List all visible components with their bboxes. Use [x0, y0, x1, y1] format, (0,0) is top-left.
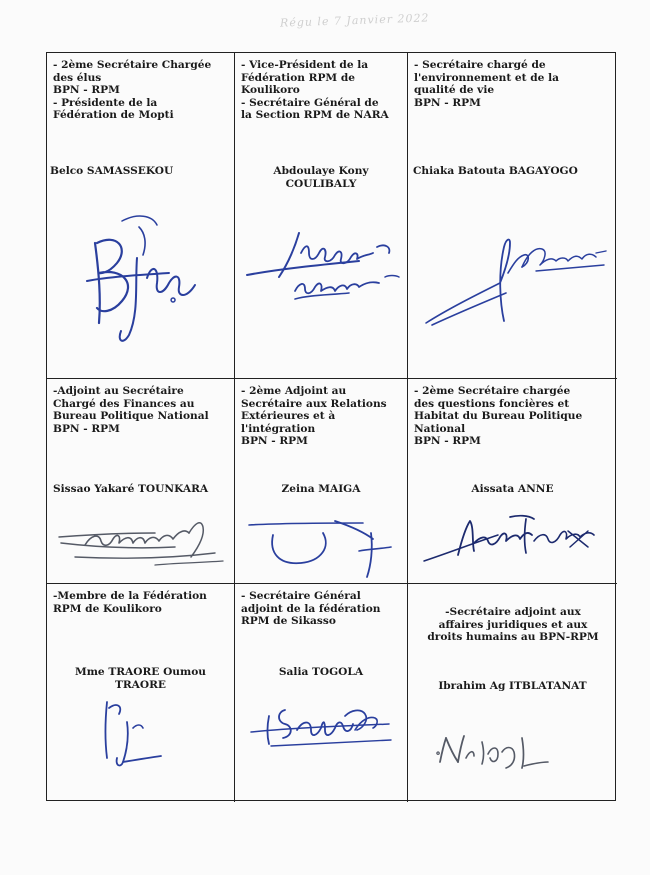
member-name: Aissata ANNE — [471, 483, 554, 495]
received-stamp-note: Régu le 7 Janvier 2022 — [279, 11, 430, 30]
signature-image — [432, 722, 592, 782]
member-name: Chiaka Batouta BAGAYOGO — [413, 165, 578, 177]
member-role: -Adjoint au Secrétaire Chargé des Finances au Bureau Politique National BPN - RPM — [53, 385, 209, 435]
table-cell — [235, 379, 408, 584]
member-role: -Membre de la Fédération RPM de Koulikoro — [53, 590, 207, 615]
table-cell — [235, 53, 408, 379]
table-cell — [408, 584, 617, 802]
signature-image — [77, 203, 207, 348]
member-name: Mme TRAORE Oumou TRAORE — [75, 666, 206, 691]
table-cell — [47, 379, 235, 584]
member-name: Belco SAMASSEKOU — [50, 165, 174, 177]
signature-image — [87, 692, 187, 772]
table-cell — [47, 584, 235, 802]
table-cell — [408, 379, 617, 584]
member-name: Salia TOGOLA — [278, 666, 364, 678]
signature-table — [46, 52, 616, 801]
signature-image — [239, 225, 404, 305]
signature-image — [418, 213, 613, 333]
table-cell — [408, 53, 617, 379]
member-role: - 2ème Secrétaire chargée des questions foncières et Habitat du Bureau Politique National BPN - RPM — [414, 385, 583, 448]
table-cell — [235, 584, 408, 802]
table-cell — [47, 53, 235, 379]
signature-image — [241, 690, 401, 760]
member-role: - Secrétaire Général adjoint de la fédération RPM de Sikasso — [241, 590, 381, 628]
member-name: Sissao Yakaré TOUNKARA — [53, 483, 209, 495]
signature-image — [55, 503, 230, 573]
member-role: -Secrétaire adjoint aux affaires juridiques et aux droits humains au BPN-RPM — [427, 606, 599, 644]
member-role: - 2ème Adjoint au Secrétaire aux Relations Extérieures et à l'intégration BPN - RPM — [241, 385, 387, 448]
member-name: Zeina MAIGA — [281, 483, 361, 495]
member-role: - Secrétaire chargé de l'environnement et de la qualité de vie BPN - RPM — [414, 59, 559, 109]
member-name: Ibrahim Ag ITBLATANAT — [438, 680, 587, 692]
member-role: - Vice-Président de la Fédération RPM de Koulikoro - Secrétaire Général de la Section RPM de NARA — [241, 59, 389, 122]
signature-image — [243, 503, 403, 581]
member-role: - 2ème Secrétaire Chargée des élus BPN - RPM - Présidente de la Fédération de Mopti — [53, 59, 212, 122]
signature-image — [418, 503, 608, 573]
member-name: Abdoulaye Kony COULIBALY — [273, 165, 369, 190]
